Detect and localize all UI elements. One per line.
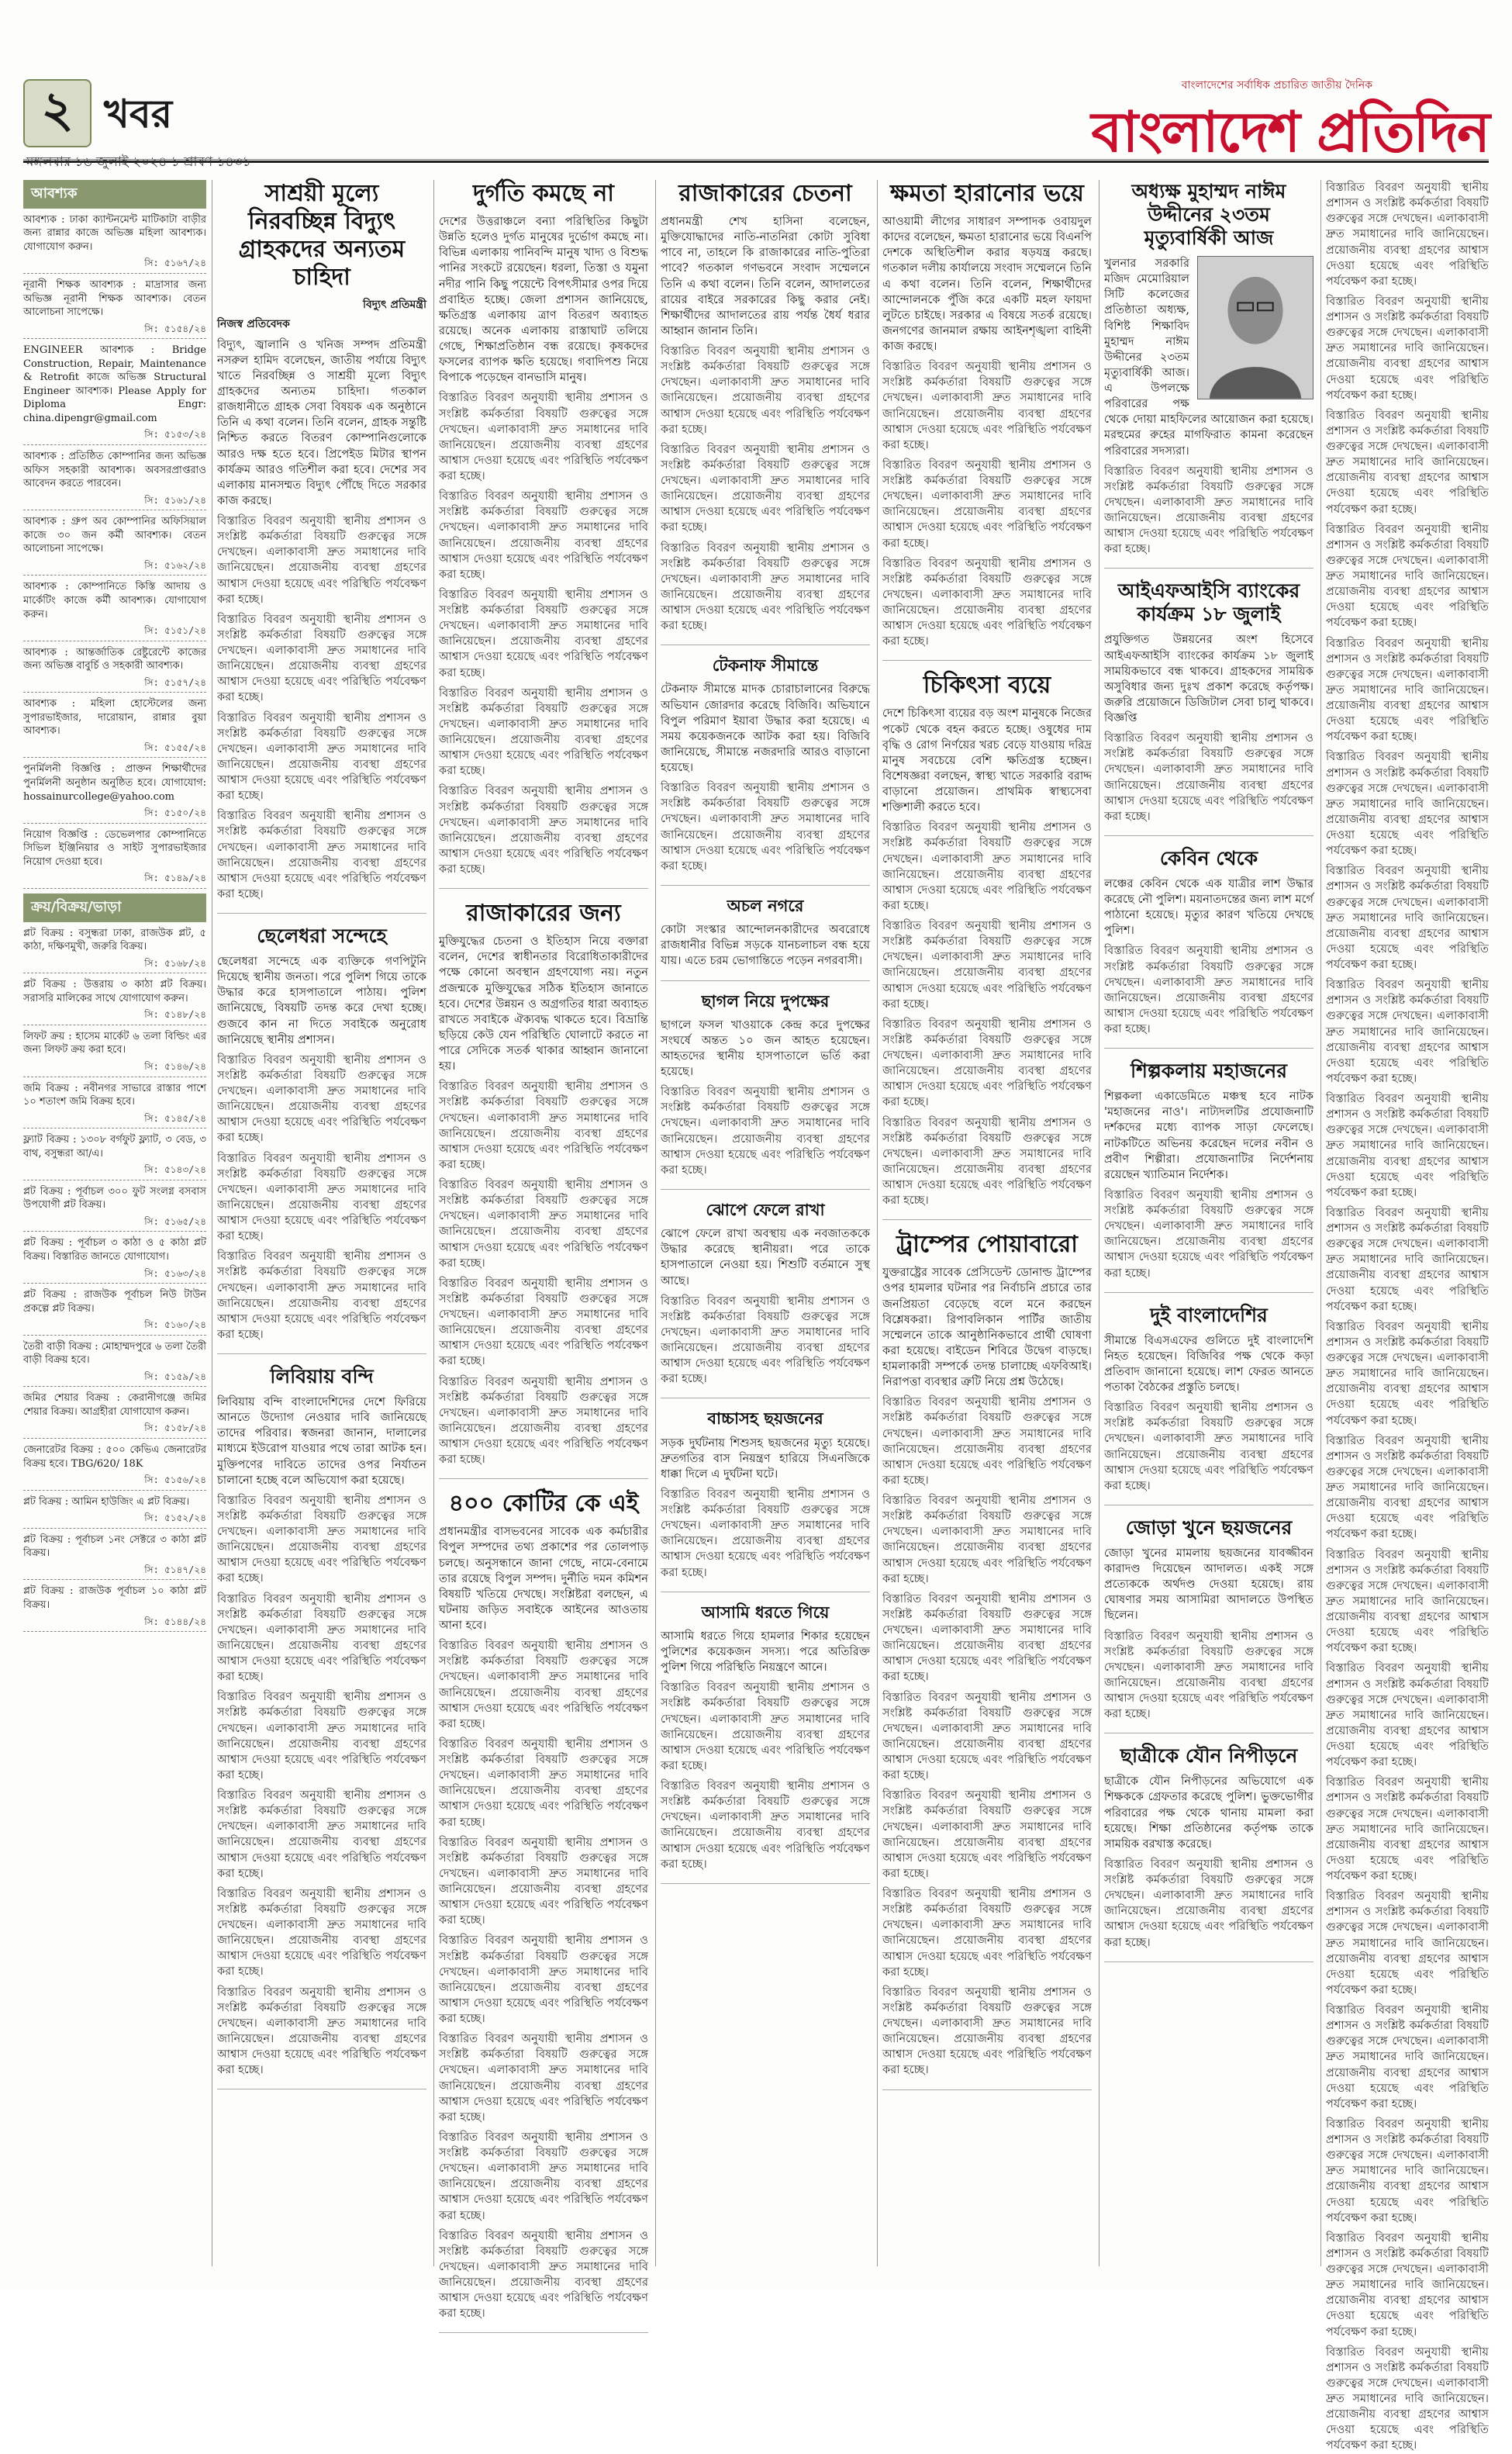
masthead: [23, 71, 1489, 170]
article-body: বিস্তারিত বিবরণ অনুযায়ী স্থানীয় প্রশাসন ও সংশ্লিষ্ট কর্মকর্তারা বিষয়টি গুরুত্বের সঙ্গে দেখছেন। এলাকাবাসী দ্রুত সমাধানের দাবি জানিয়েছেন। প্রয়োজনীয় ব্যবস্থা গ্রহণের আশ্বাস দেওয়া হয়েছে এবং পরিস্থিতি পর্যবেক্ষণ করা হচ্ছে।: [882, 1789, 1092, 1880]
classified-ad-text: প্লট বিক্রয় : রাজউক পূর্বাচল ১০ কাঠা প্লট বিক্রয়।: [23, 1585, 206, 1611]
brand-tagline: বাংলাদেশের সর্বাধিক প্রচারিত জাতীয় দৈনিক: [1181, 79, 1372, 92]
article-headline: বাচ্চাসহ ছয়জনের: [707, 1409, 823, 1429]
classified-ad-code: সি: ৫১৪৩/২৪: [23, 1163, 206, 1180]
article-body: খুলনার সরকারি মজিদ মেমোরিয়াল সিটি কলেজের প্রতিষ্ঠাতা অধ্যক্ষ, বিশিষ্ট শিক্ষাবিদ মুহাম্মদ নাঈম উদ্দীনের ২৩তম মৃত্যুবার্ষিকী আজ। এ উপলক্ষে পরিবারের পক্ষ থেকে দোয়া মাহফিলের আয়োজন করা হয়েছে। মরহুমের রুহের মাগফিরাত কামনা করেছেন পরিবারের সদস্যরা।: [1104, 257, 1314, 458]
article-body: বিস্তারিত বিবরণ অনুযায়ী স্থানীয় প্রশাসন ও সংশ্লিষ্ট কর্মকর্তারা বিষয়টি গুরুত্বের সঙ্গে দেখছেন। এলাকাবাসী দ্রুত সমাধানের দাবি জানিয়েছেন। প্রয়োজনীয় ব্যবস্থা গ্রহণের আশ্বাস দেওয়া হয়েছে এবং পরিস্থিতি পর্যবেক্ষণ করা হচ্ছে।: [439, 1835, 648, 1927]
article-child-lifter: [217, 925, 426, 1354]
article-body: বিস্তারিত বিবরণ অনুযায়ী স্থানীয় প্রশাসন ও সংশ্লিষ্ট কর্মকর্তারা বিষয়টি গুরুত্বের সঙ্গে দেখছেন। এলাকাবাসী দ্রুত সমাধানের দাবি জানিয়েছেন। প্রয়োজনীয় ব্যবস্থা গ্রহণের আশ্বাস দেওয়া হয়েছে এবং পরিস্থিতি পর্যবেক্ষণ করা হচ্ছে।: [882, 556, 1092, 648]
classified-ad-code: সি: ৫১৬৭/২৪: [23, 257, 206, 274]
classified-ad-code: সি: ৫১৫২/২৪: [23, 1512, 206, 1529]
article-arrest-attack: [661, 1603, 870, 1884]
article-body: ঝোপে ফেলে রাখা অবস্থায় এক নবজাতককে উদ্ধার করেছে স্থানীয়রা। পরে তাকে হাসপাতালে নেওয়া হয়। শিশুটি বর্তমানে সুস্থ আছে।: [661, 1227, 870, 1287]
article-body: বিস্তারিত বিবরণ অনুযায়ী স্থানীয় প্রশাসন ও সংশ্লিষ্ট কর্মকর্তারা বিষয়টি গুরুত্বের সঙ্গে দেখছেন। এলাকাবাসী দ্রুত সমাধানের দাবি জানিয়েছেন। প্রয়োজনীয় ব্যবস্থা গ্রহণের আশ্বাস দেওয়া হয়েছে এবং পরিস্থিতি পর্যবেক্ষণ করা হচ্ছে।: [1104, 1857, 1314, 1949]
article-razakar-spirit: [661, 180, 870, 645]
classified-ad-text: পুনর্মিলনী বিজ্ঞপ্তি : প্রাক্তন শিক্ষার্থীদের পুনর্মিলনী অনুষ্ঠান অনুষ্ঠিত হবে। যোগাযোগ: hossainurcollege@yahoo.com: [23, 763, 206, 803]
article-body: বিস্তারিত বিবরণ অনুযায়ী স্থানীয় প্রশাসন ও সংশ্লিষ্ট কর্মকর্তারা বিষয়টি গুরুত্বের সঙ্গে দেখছেন। এলাকাবাসী দ্রুত সমাধানের দাবি জানিয়েছেন। প্রয়োজনীয় ব্যবস্থা গ্রহণের আশ্বাস দেওয়া হয়েছে এবং পরিস্থিতি পর্যবেক্ষণ করা হচ্ছে।: [217, 1690, 426, 1782]
article-headline: ছেলেধরা সন্দেহে: [257, 925, 387, 947]
classified-ad-code: সি: ৫১৫৫/২৪: [23, 741, 206, 759]
article-body: বিস্তারিত বিবরণ অনুযায়ী স্থানীয় প্রশাসন ও সংশ্লিষ্ট কর্মকর্তারা বিষয়টি গুরুত্বের সঙ্গে দেখছেন। এলাকাবাসী দ্রুত সমাধানের দাবি জানিয়েছেন। প্রয়োজনীয় ব্যবস্থা গ্রহণের আশ্বাস দেওয়া হয়েছে এবং পরিস্থিতি পর্যবেক্ষণ করা হচ্ছে।: [217, 514, 426, 606]
date-line: মঙ্গলবার ১৬ জুলাই ২০২৪ ১ শ্রাবণ ১৪৩১: [26, 154, 251, 170]
classified-ad-code: সি: ৫১৫৭/২৪: [23, 676, 206, 693]
article-body: বিস্তারিত বিবরণ অনুযায়ী স্থানীয় প্রশাসন ও সংশ্লিষ্ট কর্মকর্তারা বিষয়টি গুরুত্বের সঙ্গে দেখছেন। এলাকাবাসী দ্রুত সমাধানের দাবি জানিয়েছেন। প্রয়োজনীয় ব্যবস্থা গ্রহণের আশ্বাস দেওয়া হয়েছে এবং পরিস্থিতি পর্যবেক্ষণ করা হচ্ছে।: [217, 1493, 426, 1585]
article-body: বিস্তারিত বিবরণ অনুযায়ী স্থানীয় প্রশাসন ও সংশ্লিষ্ট কর্মকর্তারা বিষয়টি গুরুত্বের সঙ্গে দেখছেন। এলাকাবাসী দ্রুত সমাধানের দাবি জানিয়েছেন। প্রয়োজনীয় ব্যবস্থা গ্রহণের আশ্বাস দেওয়া হয়েছে এবং পরিস্থিতি পর্যবেক্ষণ করা হচ্ছে।: [1326, 1319, 1489, 1427]
article-libya: [217, 1365, 426, 2089]
article-headline: শিল্পকলায় মহাজনের: [1131, 1059, 1287, 1083]
article-headline: ক্ষমতা হারানোর ভয়ে: [890, 180, 1084, 207]
article-body: বিস্তারিত বিবরণ অনুযায়ী স্থানীয় প্রশাসন ও সংশ্লিষ্ট কর্মকর্তারা বিষয়টি গুরুত্বের সঙ্গে দেখছেন। এলাকাবাসী দ্রুত সমাধানের দাবি জানিয়েছেন। প্রয়োজনীয় ব্যবস্থা গ্রহণের আশ্বাস দেওয়া হয়েছে এবং পরিস্থিতি পর্যবেক্ষণ করা হচ্ছে।: [661, 1487, 870, 1579]
article-body: বিস্তারিত বিবরণ অনুযায়ী স্থানীয় প্রশাসন ও সংশ্লিষ্ট কর্মকর্তারা বিষয়টি গুরুত্বের সঙ্গে দেখছেন। এলাকাবাসী দ্রুত সমাধানের দাবি জানিয়েছেন। প্রয়োজনীয় ব্যবস্থা গ্রহণের আশ্বাস দেওয়া হয়েছে এবং পরিস্থিতি পর্যবেক্ষণ করা হচ্ছে।: [1104, 1401, 1314, 1492]
article-body: জোড়া খুনের মামলায় ছয়জনের যাবজ্জীবন কারাদণ্ড দিয়েছেন আদালত। একই সঙ্গে প্রত্যেককে অর্থদণ্ড দেওয়া হয়েছে। রায় ঘোষণার সময় আসামিরা আদালতে উপস্থিত ছিলেন।: [1104, 1546, 1314, 1623]
article-headline: ছাগল নিয়ে দুপক্ষের: [701, 991, 830, 1011]
article-headline: লিবিয়ায় বন্দি: [270, 1365, 374, 1388]
article-body: বিস্তারিত বিবরণ অনুযায়ী স্থানীয় প্রশাসন ও সংশ্লিষ্ট কর্মকর্তারা বিষয়টি গুরুত্বের সঙ্গে দেখছেন। এলাকাবাসী দ্রুত সমাধানের দাবি জানিয়েছেন। প্রয়োজনীয় ব্যবস্থা গ্রহণের আশ্বাস দেওয়া হয়েছে এবং পরিস্থিতি পর্যবেক্ষণ করা হচ্ছে।: [217, 1985, 426, 2077]
article-body: মুক্তিযুদ্ধের চেতনা ও ইতিহাস নিয়ে বক্তারা বলেন, দেশের স্বাধীনতার বিরোধিতাকারীদের পক্ষে কোনো অবস্থান গ্রহণযোগ্য নয়। নতুন প্রজন্মকে মুক্তিযুদ্ধের সঠিক ইতিহাস জানাতে হবে। দেশের উন্নয়ন ও অগ্রগতির ধারা অব্যাহত রাখতে সবাইকে ঐক্যবদ্ধ থাকতে হবে। বিভ্রান্তি ছড়িয়ে কেউ যেন পরিস্থিতি ঘোলাটে করতে না পারে সেদিকে সতর্ক থাকার আহ্বান জানানো হয়।: [439, 935, 648, 1073]
classifieds-header-jobs: আবশ্যক: [23, 180, 206, 209]
article-ific: [1104, 579, 1314, 836]
article-body: বিস্তারিত বিবরণ অনুযায়ী স্থানীয় প্রশাসন ও সংশ্লিষ্ট কর্মকর্তারা বিষয়টি গুরুত্বের সঙ্গে দেখছেন। এলাকাবাসী দ্রুত সমাধানের দাবি জানিয়েছেন। প্রয়োজনীয় ব্যবস্থা গ্রহণের আশ্বাস দেওয়া হয়েছে এবং পরিস্থিতি পর্যবেক্ষণ করা হচ্ছে।: [439, 1934, 648, 2025]
article-body: বিস্তারিত বিবরণ অনুযায়ী স্থানীয় প্রশাসন ও সংশ্লিষ্ট কর্মকর্তারা বিষয়টি গুরুত্বের সঙ্গে দেখছেন। এলাকাবাসী দ্রুত সমাধানের দাবি জানিয়েছেন। প্রয়োজনীয় ব্যবস্থা গ্রহণের আশ্বাস দেওয়া হয়েছে এবং পরিস্থিতি পর্যবেক্ষণ করা হচ্ছে।: [1104, 731, 1314, 823]
article-body: বিস্তারিত বিবরণ অনুযায়ী স্থানীয় প্রশাসন ও সংশ্লিষ্ট কর্মকর্তারা বিষয়টি গুরুত্বের সঙ্গে দেখছেন। এলাকাবাসী দ্রুত সমাধানের দাবি জানিয়েছেন। প্রয়োজনীয় ব্যবস্থা গ্রহণের আশ্বাস দেওয়া হয়েছে এবং পরিস্থিতি পর্যবেক্ষণ করা হচ্ছে।: [217, 1789, 426, 1880]
article-body: বিস্তারিত বিবরণ অনুযায়ী স্থানীয় প্রশাসন ও সংশ্লিষ্ট কর্মকর্তারা বিষয়টি গুরুত্বের সঙ্গে দেখছেন। এলাকাবাসী দ্রুত সমাধানের দাবি জানিয়েছেন। প্রয়োজনীয় ব্যবস্থা গ্রহণের আশ্বাস দেওয়া হয়েছে এবং পরিস্থিতি পর্যবেক্ষণ করা হচ্ছে।: [1326, 2003, 1489, 2110]
classified-ad-text: ফ্ল্যাট বিক্রয় : ১৩০৮ বর্গফুট ফ্ল্যাট, ৩ বেড, ৩ বাথ, বসুন্ধরা আ/এ।: [23, 1134, 206, 1160]
article-double-murder: [1104, 1516, 1314, 1733]
article-headline: কেবিন থেকে: [1159, 846, 1258, 869]
article-body: বিস্তারিত বিবরণ অনুযায়ী স্থানীয় প্রশাসন ও সংশ্লিষ্ট কর্মকর্তারা বিষয়টি গুরুত্বের সঙ্গে দেখছেন। এলাকাবাসী দ্রুত সমাধানের দাবি জানিয়েছেন। প্রয়োজনীয় ব্যবস্থা গ্রহণের আশ্বাস দেওয়া হয়েছে এবং পরিস্থিতি পর্যবেক্ষণ করা হচ্ছে।: [439, 587, 648, 679]
classified-ad-code: সি: ৫১৬৩/২৪: [23, 1267, 206, 1284]
article-stalled-city: [661, 897, 870, 981]
article-body: কোটা সংস্কার আন্দোলনকারীদের অবরোধে রাজধানীর বিভিন্ন সড়কে যানচলাচল বন্ধ হয়ে যায়। এতে চরম ভোগান্তিতে পড়েন নগরবাসী।: [661, 923, 870, 968]
article-two-bangladeshis: [1104, 1304, 1314, 1505]
classified-ad-text: প্লট বিক্রয় : উত্তরায় ৩ কাঠা প্লট বিক্রয়। সরাসরি মালিকের সাথে যোগাযোগ করুন।: [23, 979, 206, 1004]
article-body: বিস্তারিত বিবরণ অনুযায়ী স্থানীয় প্রশাসন ও সংশ্লিষ্ট কর্মকর্তারা বিষয়টি গুরুত্বের সঙ্গে দেখছেন। এলাকাবাসী দ্রুত সমাধানের দাবি জানিয়েছেন। প্রয়োজনীয় ব্যবস্থা গ্রহণের আশ্বাস দেওয়া হয়েছে এবং পরিস্থিতি পর্যবেক্ষণ করা হচ্ছে।: [439, 1737, 648, 1829]
article-body: যুক্তরাষ্ট্রের সাবেক প্রেসিডেন্ট ডোনাল্ড ট্রাম্পের ওপর হামলার ঘটনার পর নির্বাচনি প্রচারে তার জনপ্রিয়তা বেড়েছে বলে মনে করছেন বিশ্লেষকরা। রিপাবলিকান পার্টির জাতীয় সম্মেলনে তাকে আনুষ্ঠানিকভাবে প্রার্থী ঘোষণা করা হয়েছে। বাইডেন শিবিরে উদ্বেগ বাড়ছে। হামলাকারী সম্পর্কে তদন্ত চালাচ্ছে এফবিআই। নিরাপত্তা ব্যবস্থার ত্রুটি নিয়ে প্রশ্ন উঠেছে।: [882, 1266, 1092, 1389]
article-headline: অচল নগরে: [727, 896, 804, 915]
classified-ad-code: সি: ৫১৪৬/২৪: [23, 1060, 206, 1077]
classified-ad-text: প্লট বিক্রয় : বসুন্ধরা ঢাকা, রাজউক প্লট, ৫ কাঠা, দক্ষিণমুখী, জরুরি বিক্রয়।: [23, 927, 206, 953]
classified-ad-code: সি: ৫১৬৫/২৪: [23, 1215, 206, 1232]
article-body: বিস্তারিত বিবরণ অনুযায়ী স্থানীয় প্রশাসন ও সংশ্লিষ্ট কর্মকর্তারা বিষয়টি গুরুত্বের সঙ্গে দেখছেন। এলাকাবাসী দ্রুত সমাধানের দাবি জানিয়েছেন। প্রয়োজনীয় ব্যবস্থা গ্রহণের আশ্বাস দেওয়া হয়েছে এবং পরিস্থিতি পর্যবেক্ষণ করা হচ্ছে।: [1326, 1661, 1489, 1769]
article-body: বিস্তারিত বিবরণ অনুযায়ী স্থানীয় প্রশাসন ও সংশ্লিষ্ট কর্মকর্তারা বিষয়টি গুরুত্বের সঙ্গে দেখছেন। এলাকাবাসী দ্রুত সমাধানের দাবি জানিয়েছেন। প্রয়োজনীয় ব্যবস্থা গ্রহণের আশ্বাস দেওয়া হয়েছে এবং পরিস্থিতি পর্যবেক্ষণ করা হচ্ছে।: [217, 1249, 426, 1341]
article-body: বিস্তারিত বিবরণ অনুযায়ী স্থানীয় প্রশাসন ও সংশ্লিষ্ট কর্মকর্তারা বিষয়টি গুরুত্বের সঙ্গে দেখছেন। এলাকাবাসী দ্রুত সমাধানের দাবি জানিয়েছেন। প্রয়োজনীয় ব্যবস্থা গ্রহণের আশ্বাস দেওয়া হয়েছে এবং পরিস্থিতি পর্যবেক্ষণ করা হচ্ছে।: [882, 821, 1092, 912]
classified-ad-text: প্লট বিক্রয় : পূর্বাচল ৩ কাঠা ও ৫ কাঠা প্লট বিক্রয়। বিস্তারিত জানতে যোগাযোগ।: [23, 1237, 206, 1263]
article-body: বিস্তারিত বিবরণ অনুযায়ী স্থানীয় প্রশাসন ও সংশ্লিষ্ট কর্মকর্তারা বিষয়টি গুরুত্বের সঙ্গে দেখছেন। এলাকাবাসী দ্রুত সমাধানের দাবি জানিয়েছেন। প্রয়োজনীয় ব্যবস্থা গ্রহণের আশ্বাস দেওয়া হয়েছে এবং পরিস্থিতি পর্যবেক্ষণ করা হচ্ছে।: [1326, 1205, 1489, 1313]
article-electricity: [217, 180, 426, 914]
article-teknaf: [661, 656, 870, 886]
article-body: বিস্তারিত বিবরণ অনুযায়ী স্থানীয় প্রশাসন ও সংশ্লিষ্ট কর্মকর্তারা বিষয়টি গুরুত্বের সঙ্গে দেখছেন। এলাকাবাসী দ্রুত সমাধানের দাবি জানিয়েছেন। প্রয়োজনীয় ব্যবস্থা গ্রহণের আশ্বাস দেওয়া হয়েছে এবং পরিস্থিতি পর্যবেক্ষণ করা হচ্ছে।: [661, 442, 870, 534]
article-body: বিস্তারিত বিবরণ অনুযায়ী স্থানীয় প্রশাসন ও সংশ্লিষ্ট কর্মকর্তারা বিষয়টি গুরুত্বের সঙ্গে দেখছেন। এলাকাবাসী দ্রুত সমাধানের দাবি জানিয়েছেন। প্রয়োজনীয় ব্যবস্থা গ্রহণের আশ্বাস দেওয়া হয়েছে এবং পরিস্থিতি পর্যবেক্ষণ করা হচ্ছে।: [1326, 750, 1489, 858]
article-body: সীমান্তে বিএসএফের গুলিতে দুই বাংলাদেশি নিহত হয়েছেন। বিজিবির পক্ষ থেকে কড়া প্রতিবাদ জানানো হয়েছে। লাশ ফেরত আনতে পতাকা বৈঠকের প্রস্তুতি চলছে।: [1104, 1333, 1314, 1394]
article-body: লঞ্চের কেবিন থেকে এক যাত্রীর লাশ উদ্ধার করেছে নৌ পুলিশ। ময়নাতদন্তের জন্য লাশ মর্গে পাঠানো হয়েছে। মৃত্যুর কারণ খতিয়ে দেখছে পুলিশ।: [1104, 876, 1314, 938]
article-body: বিস্তারিত বিবরণ অনুযায়ী স্থানীয় প্রশাসন ও সংশ্লিষ্ট কর্মকর্তারা বিষয়টি গুরুত্বের সঙ্গে দেখছেন। এলাকাবাসী দ্রুত সমাধানের দাবি জানিয়েছেন। প্রয়োজনীয় ব্যবস্থা গ্রহণের আশ্বাস দেওয়া হয়েছে এবং পরিস্থিতি পর্যবেক্ষণ করা হচ্ছে।: [882, 1395, 1092, 1487]
classified-ad-text: নিয়োগ বিজ্ঞপ্তি : ডেভেলপার কোম্পানিতে সিভিল ইঞ্জিনিয়ার ও সাইট সুপারভাইজার নিয়োগ দেওয়া হবে।: [23, 828, 206, 868]
masthead-rule: [23, 159, 1489, 160]
classified-ad-code: সি: ৫১৬২/২৪: [23, 559, 206, 576]
column-b: [439, 180, 648, 2321]
classified-ad-text: আবশ্যক : আন্তর্জাতিক রেষ্টুরেন্টে কাজের জন্য অভিজ্ঞ বাবুর্চি ও সহকারী আবশ্যক।: [23, 646, 206, 672]
article-body: বিস্তারিত বিবরণ অনুযায়ী স্থানীয় প্রশাসন ও সংশ্লিষ্ট কর্মকর্তারা বিষয়টি গুরুত্বের সঙ্গে দেখছেন। এলাকাবাসী দ্রুত সমাধানের দাবি জানিয়েছেন। প্রয়োজনীয় ব্যবস্থা গ্রহণের আশ্বাস দেওয়া হয়েছে এবং পরিস্থিতি পর্যবেক্ষণ করা হচ্ছে।: [882, 360, 1092, 451]
article-body: ছেলেধরা সন্দেহে এক ব্যক্তিকে গণপিটুনি দিয়েছে স্থানীয় জনতা। পরে পুলিশ গিয়ে তাকে উদ্ধার করে হাসপাতালে পাঠায়। পুলিশ জানিয়েছে, বিষয়টি তদন্ত করে দেখা হচ্ছে। গুজবে কান না দিতে সবাইকে অনুরোধ জানিয়েছে স্থানীয় প্রশাসন।: [217, 955, 426, 1046]
column-rule: [433, 180, 434, 2266]
article-body: বিস্তারিত বিবরণ অনুযায়ী স্থানীয় প্রশাসন ও সংশ্লিষ্ট কর্মকর্তারা বিষয়টি গুরুত্বের সঙ্গে দেখছেন। এলাকাবাসী দ্রুত সমাধানের দাবি জানিয়েছেন। প্রয়োজনীয় ব্যবস্থা গ্রহণের আশ্বাস দেওয়া হয়েছে এবং পরিস্থিতি পর্যবেক্ষণ করা হচ্ছে।: [882, 458, 1092, 550]
article-body: বিস্তারিত বিবরণ অনুযায়ী স্থানীয় প্রশাসন ও সংশ্লিষ্ট কর্মকর্তারা বিষয়টি গুরুত্বের সঙ্গে দেখছেন। এলাকাবাসী দ্রুত সমাধানের দাবি জানিয়েছেন। প্রয়োজনীয় ব্যবস্থা গ্রহণের আশ্বাস দেওয়া হয়েছে এবং পরিস্থিতি পর্যবেক্ষণ করা হচ্ছে।: [217, 1886, 426, 1979]
article-body: বিস্তারিত বিবরণ অনুযায়ী স্থানীয় প্রশাসন ও সংশ্লিষ্ট কর্মকর্তারা বিষয়টি গুরুত্বের সঙ্গে দেখছেন। এলাকাবাসী দ্রুত সমাধানের দাবি জানিয়েছেন। প্রয়োজনীয় ব্যবস্থা গ্রহণের আশ্বাস দেওয়া হয়েছে এবং পরিস্থিতি পর্যবেক্ষণ করা হচ্ছে।: [882, 1115, 1092, 1208]
classified-ad-text: জমির শেয়ার বিক্রয় : কেরানীগঞ্জে জমির শেয়ার বিক্রয়। আগ্রহীরা যোগাযোগ করুন।: [23, 1392, 206, 1418]
article-body: বিস্তারিত বিবরণ অনুযায়ী স্থানীয় প্রশাসন ও সংশ্লিষ্ট কর্মকর্তারা বিষয়টি গুরুত্বের সঙ্গে দেখছেন। এলাকাবাসী দ্রুত সমাধানের দাবি জানিয়েছেন। প্রয়োজনীয় ব্যবস্থা গ্রহণের আশ্বাস দেওয়া হয়েছে এবং পরিস্থিতি পর্যবেক্ষণ করা হচ্ছে।: [661, 541, 870, 633]
article-body: বিস্তারিত বিবরণ অনুযায়ী স্থানীয় প্রশাসন ও সংশ্লিষ্ট কর্মকর্তারা বিষয়টি গুরুত্বের সঙ্গে দেখছেন। এলাকাবাসী দ্রুত সমাধানের দাবি জানিয়েছেন। প্রয়োজনীয় ব্যবস্থা গ্রহণের আশ্বাস দেওয়া হয়েছে এবং পরিস্থিতি পর্যবেক্ষণ করা হচ্ছে।: [217, 809, 426, 900]
classified-ad-code: সি: ৫১৬১/২৪: [23, 494, 206, 511]
column-c: [661, 180, 870, 2266]
article-body: বিস্তারিত বিবরণ অনুযায়ী স্থানীয় প্রশাসন ও সংশ্লিষ্ট কর্মকর্তারা বিষয়টি গুরুত্বের সঙ্গে দেখছেন। এলাকাবাসী দ্রুত সমাধানের দাবি জানিয়েছেন। প্রয়োজনীয় ব্যবস্থা গ্রহণের আশ্বাস দেওয়া হয়েছে এবং পরিস্থিতি পর্যবেক্ষণ করা হচ্ছে।: [661, 1294, 870, 1386]
column-f: [1326, 180, 1489, 2452]
article-body: বিস্তারিত বিবরণ অনুযায়ী স্থানীয় প্রশাসন ও সংশ্লিষ্ট কর্মকর্তারা বিষয়টি গুরুত্বের সঙ্গে দেখছেন। এলাকাবাসী দ্রুত সমাধানের দাবি জানিয়েছেন। প্রয়োজনীয় ব্যবস্থা গ্রহণের আশ্বাস দেওয়া হয়েছে এবং পরিস্থিতি পর্যবেক্ষণ করা হচ্ছে।: [1326, 978, 1489, 1085]
article-body: প্রধানমন্ত্রী শেখ হাসিনা বলেছেন, মুক্তিযোদ্ধাদের নাতি-নাতনিরা কোটা সুবিধা পাবে না, তাহলে কি রাজাকারের নাতি-পুতিরা পাবে? গতকাল গণভবনে সংবাদ সম্মেলনে তিনি এ কথা বলেন। তিনি বলেন, আদালতের রায়ের বাইরে সরকারের কিছু করার নেই। শিক্ষার্থীদের আদালতের রায় পর্যন্ত ধৈর্য ধরার আহ্বান জানান তিনি।: [661, 215, 870, 337]
article-body: বিস্তারিত বিবরণ অনুযায়ী স্থানীয় প্রশাসন ও সংশ্লিষ্ট কর্মকর্তারা বিষয়টি গুরুত্বের সঙ্গে দেখছেন। এলাকাবাসী দ্রুত সমাধানের দাবি জানিয়েছেন। প্রয়োজনীয় ব্যবস্থা গ্রহণের আশ্বাস দেওয়া হয়েছে এবং পরিস্থিতি পর্যবেক্ষণ করা হচ্ছে।: [1326, 2231, 1489, 2338]
article-body: বিস্তারিত বিবরণ অনুযায়ী স্থানীয় প্রশাসন ও সংশ্লিষ্ট কর্মকর্তারা বিষয়টি গুরুত্বের সঙ্গে দেখছেন। এলাকাবাসী দ্রুত সমাধানের দাবি জানিয়েছেন। প্রয়োজনীয় ব্যবস্থা গ্রহণের আশ্বাস দেওয়া হয়েছে এবং পরিস্থিতি পর্যবেক্ষণ করা হচ্ছে।: [1104, 464, 1314, 556]
article-body: বিস্তারিত বিবরণ অনুযায়ী স্থানীয় প্রশাসন ও সংশ্লিষ্ট কর্মকর্তারা বিষয়টি গুরুত্বের সঙ্গে দেখছেন। এলাকাবাসী দ্রুত সমাধানের দাবি জানিয়েছেন। প্রয়োজনীয় ব্যবস্থা গ্রহণের আশ্বাস দেওয়া হয়েছে এবং পরিস্থিতি পর্যবেক্ষণ করা হচ্ছে।: [1326, 2117, 1489, 2224]
article-flood: [439, 180, 648, 889]
article-body: বিস্তারিত বিবরণ অনুযায়ী স্থানীয় প্রশাসন ও সংশ্লিষ্ট কর্মকর্তারা বিষয়টি গুরুত্বের সঙ্গে দেখছেন। এলাকাবাসী দ্রুত সমাধানের দাবি জানিয়েছেন। প্রয়োজনীয় ব্যবস্থা গ্রহণের আশ্বাস দেওয়া হয়েছে এবং পরিস্থিতি পর্যবেক্ষণ করা হচ্ছে।: [1326, 1433, 1489, 1541]
section-label: খবর: [104, 92, 173, 137]
article-body: বিস্তারিত বিবরণ অনুযায়ী স্থানীয় প্রশাসন ও সংশ্লিষ্ট কর্মকর্তারা বিষয়টি গুরুত্বের সঙ্গে দেখছেন। এলাকাবাসী দ্রুত সমাধানের দাবি জানিয়েছেন। প্রয়োজনীয় ব্যবস্থা গ্রহণের আশ্বাস দেওয়া হয়েছে এবং পরিস্থিতি পর্যবেক্ষণ করা হচ্ছে।: [1326, 1889, 1489, 1996]
classified-ad-text: লিফট ক্রয় : হাসেম মার্কেট ৬ তলা বিল্ডিং এর জন্য লিফট ক্রয় করা হবে।: [23, 1030, 206, 1056]
classified-ad-code: সি: ৫১৪৯/২৪: [23, 872, 206, 889]
article-body: বিস্তারিত বিবরণ অনুযায়ী স্থানীয় প্রশাসন ও সংশ্লিষ্ট কর্মকর্তারা বিষয়টি গুরুত্বের সঙ্গে দেখছেন। এলাকাবাসী দ্রুত সমাধানের দাবি জানিয়েছেন। প্রয়োজনীয় ব্যবস্থা গ্রহণের আশ্বাস দেওয়া হয়েছে এবং পরিস্থিতি পর্যবেক্ষণ করা হচ্ছে।: [439, 1178, 648, 1270]
article-headline: দুর্গতি কমছে না: [473, 180, 614, 207]
article-body: বিস্তারিত বিবরণ অনুযায়ী স্থানীয় প্রশাসন ও সংশ্লিষ্ট কর্মকর্তারা বিষয়টি গুরুত্বের সঙ্গে দেখছেন। এলাকাবাসী দ্রুত সমাধানের দাবি জানিয়েছেন। প্রয়োজনীয় ব্যবস্থা গ্রহণের আশ্বাস দেওয়া হয়েছে এবং পরিস্থিতি পর্যবেক্ষণ করা হচ্ছে।: [439, 489, 648, 581]
article-body: বিস্তারিত বিবরণ অনুযায়ী স্থানীয় প্রশাসন ও সংশ্লিষ্ট কর্মকর্তারা বিষয়টি গুরুত্বের সঙ্গে দেখছেন। এলাকাবাসী দ্রুত সমাধানের দাবি জানিয়েছেন। প্রয়োজনীয় ব্যবস্থা গ্রহণের আশ্বাস দেওয়া হয়েছে এবং পরিস্থিতি পর্যবেক্ষণ করা হচ্ছে।: [661, 1681, 870, 1772]
article-shilpakala: [1104, 1059, 1314, 1293]
article-body: বিস্তারিত বিবরণ অনুযায়ী স্থানীয় প্রশাসন ও সংশ্লিষ্ট কর্মকর্তারা বিষয়টি গুরুত্বের সঙ্গে দেখছেন। এলাকাবাসী দ্রুত সমাধানের দাবি জানিয়েছেন। প্রয়োজনীয় ব্যবস্থা গ্রহণের আশ্বাস দেওয়া হয়েছে এবং পরিস্থিতি পর্যবেক্ষণ করা হচ্ছে।: [439, 784, 648, 876]
classified-ad-text: জেনারেটর বিক্রয় : ৫০০ কেভিএ জেনারেটর বিক্রয় হবে। TBG/620/ 18K: [23, 1444, 206, 1470]
article-body: দেশে চিকিৎসা ব্যয়ের বড় অংশ মানুষকে নিজের পকেট থেকে বহন করতে হচ্ছে। ওষুধের দাম বৃদ্ধি ও রোগ নির্ণয়ের খরচ বেড়ে যাওয়ায় দরিদ্র মানুষ সবচেয়ে বেশি ক্ষতিগ্রস্ত হচ্ছেন। বিশেষজ্ঞরা বলছেন, স্বাস্থ্য খাতে সরকারি বরাদ্দ বাড়ানো প্রয়োজন। প্রাথমিক স্বাস্থ্যসেবা শক্তিশালী করতে হবে।: [882, 707, 1092, 814]
article-headline: ৪০০ কোটির কে এই: [448, 1490, 639, 1518]
article-body: বিস্তারিত বিবরণ অনুযায়ী স্থানীয় প্রশাসন ও সংশ্লিষ্ট কর্মকর্তারা বিষয়টি গুরুত্বের সঙ্গে দেখছেন। এলাকাবাসী দ্রুত সমাধানের দাবি জানিয়েছেন। প্রয়োজনীয় ব্যবস্থা গ্রহণের আশ্বাস দেওয়া হয়েছে এবং পরিস্থিতি পর্যবেক্ষণ করা হচ্ছে।: [439, 1080, 648, 1171]
classified-ad-code: সি: ৫১৬০/২৪: [23, 1319, 206, 1336]
article-body: বিস্তারিত বিবরণ অনুযায়ী স্থানীয় প্রশাসন ও সংশ্লিষ্ট কর্মকর্তারা বিষয়টি গুরুত্বের সঙ্গে দেখছেন। এলাকাবাসী দ্রুত সমাধানের দাবি জানিয়েছেন। প্রয়োজনীয় ব্যবস্থা গ্রহণের আশ্বাস দেওয়া হয়েছে এবং পরিস্থিতি পর্যবেক্ষণ করা হচ্ছে।: [882, 919, 1092, 1011]
article-body: বিস্তারিত বিবরণ অনুযায়ী স্থানীয় প্রশাসন ও সংশ্লিষ্ট কর্মকর্তারা বিষয়টি গুরুত্বের সঙ্গে দেখছেন। এলাকাবাসী দ্রুত সমাধানের দাবি জানিয়েছেন। প্রয়োজনীয় ব্যবস্থা গ্রহণের আশ্বাস দেওয়া হয়েছে এবং পরিস্থিতি পর্যবেক্ষণ করা হচ্ছে।: [439, 2032, 648, 2124]
article-body: বিস্তারিত বিবরণ অনুযায়ী স্থানীয় প্রশাসন ও সংশ্লিষ্ট কর্মকর্তারা বিষয়টি গুরুত্বের সঙ্গে দেখছেন। এলাকাবাসী দ্রুত সমাধানের দাবি জানিয়েছেন। প্রয়োজনীয় ব্যবস্থা গ্রহণের আশ্বাস দেওয়া হয়েছে এবং পরিস্থিতি পর্যবেক্ষণ করা হচ্ছে।: [1326, 1547, 1489, 1655]
article-headline: দুই বাংলাদেশির: [1150, 1303, 1268, 1326]
classified-ad-code: সি: ৫১৪৪/২৪: [23, 1616, 206, 1633]
classified-ad-text: ENGINEER আবশ্যক : Bridge Construction, Repair, Maintenance & Retrofit কাজে অভিজ্ঞ Structural Engineer আবশ্যক। Please Apply for Diploma Engr: china.dipengr@gmail.com: [23, 344, 206, 424]
classified-ad-code: সি: ৫১৫০/২৪: [23, 807, 206, 824]
article-body: বিস্তারিত বিবরণ অনুযায়ী স্থানীয় প্রশাসন ও সংশ্লিষ্ট কর্মকর্তারা বিষয়টি গুরুত্বের সঙ্গে দেখছেন। এলাকাবাসী দ্রুত সমাধানের দাবি জানিয়েছেন। প্রয়োজনীয় ব্যবস্থা গ্রহণের আশ্বাস দেওয়া হয়েছে এবং পরিস্থিতি পর্যবেক্ষণ করা হচ্ছে।: [661, 1779, 870, 1871]
classified-ad-text: প্লট বিক্রয় : পূর্বাচল ১নং সেক্টরে ৩ কাঠা প্লট বিক্রয়।: [23, 1533, 206, 1560]
article-body: বিস্তারিত বিবরণ অনুযায়ী স্থানীয় প্রশাসন ও সংশ্লিষ্ট কর্মকর্তারা বিষয়টি গুরুত্বের সঙ্গে দেখছেন। এলাকাবাসী দ্রুত সমাধানের দাবি জানিয়েছেন। প্রয়োজনীয় ব্যবস্থা গ্রহণের আশ্বাস দেওয়া হয়েছে এবং পরিস্থিতি পর্যবেক্ষণ করা হচ্ছে।: [882, 1985, 1092, 2077]
classified-ad-code: সি: ৫১৪৮/২৪: [23, 1008, 206, 1025]
article-body: ছাত্রীকে যৌন নিপীড়নের অভিযোগে এক শিক্ষককে গ্রেফতার করেছে পুলিশ। ভুক্তভোগীর পরিবারের পক্ষ থেকে থানায় মামলা করা হয়েছে। শিক্ষা প্রতিষ্ঠানের কর্তৃপক্ষ তাকে সাময়িক বরখাস্ত করেছে।: [1104, 1775, 1314, 1851]
article-byline: নিজস্ব প্রতিবেদক: [217, 318, 290, 331]
article-body: বিস্তারিত বিবরণ অনুযায়ী স্থানীয় প্রশাসন ও সংশ্লিষ্ট কর্মকর্তারা বিষয়টি গুরুত্বের সঙ্গে দেখছেন। এলাকাবাসী দ্রুত সমাধানের দাবি জানিয়েছেন। প্রয়োজনীয় ব্যবস্থা গ্রহণের আশ্বাস দেওয়া হয়েছে এবং পরিস্থিতি পর্যবেক্ষণ করা হচ্ছে।: [1326, 864, 1489, 971]
article-body: বিস্তারিত বিবরণ অনুযায়ী স্থানীয় প্রশাসন ও সংশ্লিষ্ট কর্মকর্তারা বিষয়টি গুরুত্বের সঙ্গে দেখছেন। এলাকাবাসী দ্রুত সমাধানের দাবি জানিয়েছেন। প্রয়োজনীয় ব্যবস্থা গ্রহণের আশ্বাস দেওয়া হয়েছে এবং পরিস্থিতি পর্যবেক্ষণ করা হচ্ছে।: [439, 2228, 648, 2321]
article-body: বিস্তারিত বিবরণ অনুযায়ী স্থানীয় প্রশাসন ও সংশ্লিষ্ট কর্মকর্তারা বিষয়টি গুরুত্বের সঙ্গে দেখছেন। এলাকাবাসী দ্রুত সমাধানের দাবি জানিয়েছেন। প্রয়োজনীয় ব্যবস্থা গ্রহণের আশ্বাস দেওয়া হয়েছে এবং পরিস্থিতি পর্যবেক্ষণ করা হচ্ছে।: [1326, 522, 1489, 630]
article-body: বিস্তারিত বিবরণ অনুযায়ী স্থানীয় প্রশাসন ও সংশ্লিষ্ট কর্মকর্তারা বিষয়টি গুরুত্বের সঙ্গে দেখছেন। এলাকাবাসী দ্রুত সমাধানের দাবি জানিয়েছেন। প্রয়োজনীয় ব্যবস্থা গ্রহণের আশ্বাস দেওয়া হয়েছে এবং পরিস্থিতি পর্যবেক্ষণ করা হচ্ছে।: [1326, 408, 1489, 516]
article-razakar: [439, 900, 648, 1479]
article-body: শিল্পকলা একাডেমিতে মঞ্চস্থ হবে নাটক 'মহাজনের নাও'। নাট্যদলটির প্রযোজনাটি দর্শকদের মধ্যে ব্যাপক সাড়া ফেলেছে। নাটকটিতে অভিনয় করেছেন দলের নবীন ও প্রবীণ শিল্পীরা। প্রযোজনাটির নির্দেশনায় রয়েছেন খ্যাতিমান নির্দেশক।: [1104, 1090, 1314, 1181]
article-body: বিস্তারিত বিবরণ অনুযায়ী স্থানীয় প্রশাসন ও সংশ্লিষ্ট কর্মকর্তারা বিষয়টি গুরুত্বের সঙ্গে দেখছেন। এলাকাবাসী দ্রুত সমাধানের দাবি জানিয়েছেন। প্রয়োজনীয় ব্যবস্থা গ্রহণের আশ্বাস দেওয়া হয়েছে এবং পরিস্থিতি পর্যবেক্ষণ করা হচ্ছে।: [1326, 1775, 1489, 1882]
article-body: বিস্তারিত বিবরণ অনুযায়ী স্থানীয় প্রশাসন ও সংশ্লিষ্ট কর্মকর্তারা বিষয়টি গুরুত্বের সঙ্গে দেখছেন। এলাকাবাসী দ্রুত সমাধানের দাবি জানিয়েছেন। প্রয়োজনীয় ব্যবস্থা গ্রহণের আশ্বাস দেওয়া হয়েছে এবং পরিস্থিতি পর্যবেক্ষণ করা হচ্ছে।: [439, 1374, 648, 1467]
article-subhead: বিদ্যুৎ প্রতিমন্ত্রী: [362, 299, 426, 311]
article-body: বিস্তারিত বিবরণ অনুযায়ী স্থানীয় প্রশাসন ও সংশ্লিষ্ট কর্মকর্তারা বিষয়টি গুরুত্বের সঙ্গে দেখছেন। এলাকাবাসী দ্রুত সমাধানের দাবি জানিয়েছেন। প্রয়োজনীয় ব্যবস্থা গ্রহণের আশ্বাস দেওয়া হয়েছে এবং পরিস্থিতি পর্যবেক্ষণ করা হচ্ছে।: [661, 781, 870, 873]
article-cabin: [1104, 847, 1314, 1049]
classified-ad-text: তৈরী বাড়ী বিক্রয় : মোহাম্মদপুরে ৬ তলা তৈরী বাড়ী বিক্রয় হবে।: [23, 1340, 206, 1367]
article-six-dead: [661, 1409, 870, 1592]
article-body: বিস্তারিত বিবরণ অনুযায়ী স্থানীয় প্রশাসন ও সংশ্লিষ্ট কর্মকর্তারা বিষয়টি গুরুত্বের সঙ্গে দেখছেন। এলাকাবাসী দ্রুত সমাধানের দাবি জানিয়েছেন। প্রয়োজনীয় ব্যবস্থা গ্রহণের আশ্বাস দেওয়া হয়েছে এবং পরিস্থিতি পর্যবেক্ষণ করা হচ্ছে।: [661, 1085, 870, 1177]
article-headline: ট্রাম্পের পোয়াবারো: [896, 1231, 1079, 1259]
column-e: [1104, 180, 1314, 2266]
article-headline: চিকিৎসা ব্যয়ে: [923, 672, 1051, 700]
article-student-harassment: [1104, 1744, 1314, 1961]
page-number: ২: [23, 79, 91, 147]
article-body: বিস্তারিত বিবরণ অনুযায়ী স্থানীয় প্রশাসন ও সংশ্লিষ্ট কর্মকর্তারা বিষয়টি গুরুত্বের সঙ্গে দেখছেন। এলাকাবাসী দ্রুত সমাধানের দাবি জানিয়েছেন। প্রয়োজনীয় ব্যবস্থা গ্রহণের আশ্বাস দেওয়া হয়েছে এবং পরিস্থিতি পর্যবেক্ষণ করা হচ্ছে।: [1326, 636, 1489, 744]
article-headline: রাজাকারের জন্য: [466, 900, 621, 928]
article-headline: আইএফআইসি ব্যাংকের কার্যক্রম ১৮ জুলাই: [1117, 579, 1300, 626]
article-body: প্রধানমন্ত্রীর বাসভবনের সাবেক এক কর্মচারীর বিপুল সম্পদের তথ্য প্রকাশের পর তোলপাড় চলছে। অনুসন্ধানে জানা গেছে, নামে-বেনামে তার রয়েছে বিপুল সম্পদ। দুর্নীতি দমন কমিশন বিষয়টি খতিয়ে দেখছে। সংশ্লিষ্টরা বলছেন, এ ঘটনায় জড়িত সবাইকে আইনের আওতায় আনা হবে।: [439, 1525, 648, 1632]
article-body: বিস্তারিত বিবরণ অনুযায়ী স্থানীয় প্রশাসন ও সংশ্লিষ্ট কর্মকর্তারা বিষয়টি গুরুত্বের সঙ্গে দেখছেন। এলাকাবাসী দ্রুত সমাধানের দাবি জানিয়েছেন। প্রয়োজনীয় ব্যবস্থা গ্রহণের আশ্বাস দেওয়া হয়েছে এবং পরিস্থিতি পর্যবেক্ষণ করা হচ্ছে।: [1326, 1092, 1489, 1199]
article-body: বিস্তারিত বিবরণ অনুযায়ী স্থানীয় প্রশাসন ও সংশ্লিষ্ট কর্মকর্তারা বিষয়টি গুরুত্বের সঙ্গে দেখছেন। এলাকাবাসী দ্রুত সমাধানের দাবি জানিয়েছেন। প্রয়োজনীয় ব্যবস্থা গ্রহণের আশ্বাস দেওয়া হয়েছে এবং পরিস্থিতি পর্যবেক্ষণ করা হচ্ছে।: [661, 344, 870, 436]
article-body: দেশের উত্তরাঞ্চলে বন্যা পরিস্থিতির কিছুটা উন্নতি হলেও দুর্গত মানুষের দুর্ভোগ কমছে না। বিভিন্ন এলাকায় পানিবন্দি মানুষ খাদ্য ও বিশুদ্ধ পানির সংকটে রয়েছেন। ধরলা, তিস্তা ও যমুনা নদীর পানি কিছু পয়েন্টে বিপৎসীমার ওপর দিয়ে প্রবাহিত হচ্ছে। জেলা প্রশাসন জানিয়েছে, ক্ষতিগ্রস্ত এলাকায় ত্রাণ বিতরণ অব্যাহত রয়েছে। অনেক এলাকায় রাস্তাঘাট তলিয়ে গেছে, শিক্ষাপ্রতিষ্ঠান বন্ধ রয়েছে। কৃষকদের ফসলের ব্যাপক ক্ষতি হয়েছে। গবাদিপশু নিয়ে বিপাকে পড়েছেন বানভাসি মানুষ।: [439, 215, 648, 385]
classified-ad-code: সি: ৫১৫৪/২৪: [23, 323, 206, 340]
column-rule: [877, 180, 878, 2266]
article-body: বিস্তারিত বিবরণ অনুযায়ী স্থানীয় প্রশাসন ও সংশ্লিষ্ট কর্মকর্তারা বিষয়টি গুরুত্বের সঙ্গে দেখছেন। এলাকাবাসী দ্রুত সমাধানের দাবি জানিয়েছেন। প্রয়োজনীয় ব্যবস্থা গ্রহণের আশ্বাস দেওয়া হয়েছে এবং পরিস্থিতি পর্যবেক্ষণ করা হচ্ছে।: [882, 1017, 1092, 1109]
classifieds-header-sale: ক্রয়/বিক্রয়/ভাড়া: [23, 893, 206, 922]
article-health-cost: [882, 672, 1092, 1220]
article-body: বিস্তারিত বিবরণ অনুযায়ী স্থানীয় প্রশাসন ও সংশ্লিষ্ট কর্মকর্তারা বিষয়টি গুরুত্বের সঙ্গে দেখছেন। এলাকাবাসী দ্রুত সমাধানের দাবি জানিয়েছেন। প্রয়োজনীয় ব্যবস্থা গ্রহণের আশ্বাস দেওয়া হয়েছে এবং পরিস্থিতি পর্যবেক্ষণ করা হচ্ছে।: [1326, 181, 1489, 288]
article-body: আওয়ামী লীগের সাধারণ সম্পাদক ওবায়দুল কাদের বলেছেন, ক্ষমতা হারানোর ভয়ে বিএনপি দেশকে অস্থিতিশীল করার ষড়যন্ত্র করছে। গতকাল দলীয় কার্যালয়ে সংবাদ সম্মেলনে তিনি এ কথা বলেন। তিনি বলেন, শিক্ষার্থীদের আন্দোলনকে পুঁজি করে একটি মহল ফায়দা লুটতে চাইছে। সরকার এ বিষয়ে সতর্ক রয়েছে। জনগণের জানমাল রক্ষায় আইনশৃঙ্খলা বাহিনী কাজ করছে।: [882, 215, 1092, 353]
article-body: টেকনাফ সীমান্তে মাদক চোরাচালানের বিরুদ্ধে অভিযান জোরদার করেছে বিজিবি। অভিযানে বিপুল পরিমাণ ইয়াবা উদ্ধার করা হয়েছে। এ সময় কয়েকজনকে আটক করা হয়। বিজিবি জানিয়েছে, সীমান্তে নজরদারি আরও বাড়ানো হয়েছে।: [661, 683, 870, 775]
article-body: বিস্তারিত বিবরণ অনুযায়ী স্থানীয় প্রশাসন ও সংশ্লিষ্ট কর্মকর্তারা বিষয়টি গুরুত্বের সঙ্গে দেখছেন। এলাকাবাসী দ্রুত সমাধানের দাবি জানিয়েছেন। প্রয়োজনীয় ব্যবস্থা গ্রহণের আশ্বাস দেওয়া হয়েছে এবং পরিস্থিতি পর্যবেক্ষণ করা হচ্ছে।: [1104, 1629, 1314, 1721]
classified-ad-code: সি: ৫১৫৬/২৪: [23, 1474, 206, 1491]
article-body: বিস্তারিত বিবরণ অনুযায়ী স্থানীয় প্রশাসন ও সংশ্লিষ্ট কর্মকর্তারা বিষয়টি গুরুত্বের সঙ্গে দেখছেন। এলাকাবাসী দ্রুত সমাধানের দাবি জানিয়েছেন। প্রয়োজনীয় ব্যবস্থা গ্রহণের আশ্বাস দেওয়া হয়েছে এবং পরিস্থিতি পর্যবেক্ষণ করা হচ্ছে।: [439, 1276, 648, 1368]
classified-ad-code: সি: ৫১৫৮/২৪: [23, 1422, 206, 1439]
article-body: প্রযুক্তিগত উন্নয়নের অংশ হিসেবে আইএফআইসি ব্যাংকের কার্যক্রম ১৮ জুলাই সাময়িকভাবে বন্ধ থাকবে। গ্রাহকদের সাময়িক অসুবিধার জন্য দুঃখ প্রকাশ করেছে কর্তৃপক্ষ। জরুরি প্রয়োজনে ডিজিটাল সেবা চালু থাকবে। বিজ্ঞপ্তি: [1104, 633, 1314, 724]
article-obituary: [1104, 180, 1314, 569]
article-body: বিস্তারিত বিবরণ অনুযায়ী স্থানীয় প্রশাসন ও সংশ্লিষ্ট কর্মকর্তারা বিষয়টি গুরুত্বের সঙ্গে দেখছেন। এলাকাবাসী দ্রুত সমাধানের দাবি জানিয়েছেন। প্রয়োজনীয় ব্যবস্থা গ্রহণের আশ্বাস দেওয়া হয়েছে এবং পরিস্থিতি পর্যবেক্ষণ করা হচ্ছে।: [1326, 2345, 1489, 2452]
classified-ad-code: সি: ৫১৫৯/২৪: [23, 1370, 206, 1388]
classified-ad-code: সি: ৫১৫১/২৪: [23, 624, 206, 641]
article-body: বিস্তারিত বিবরণ অনুযায়ী স্থানীয় প্রশাসন ও সংশ্লিষ্ট কর্মকর্তারা বিষয়টি গুরুত্বের সঙ্গে দেখছেন। এলাকাবাসী দ্রুত সমাধানের দাবি জানিয়েছেন। প্রয়োজনীয় ব্যবস্থা গ্রহণের আশ্বাস দেওয়া হয়েছে এবং পরিস্থিতি পর্যবেক্ষণ করা হচ্ছে।: [1326, 294, 1489, 402]
article-headline: টেকনাফ সীমান্তে: [712, 656, 819, 676]
classified-ad-text: জমি বিক্রয় : নবীনগর সাভারে রাস্তার পাশে ১০ শতাংশ জমি বিক্রয় হবে।: [23, 1082, 206, 1108]
article-body: বিদ্যুৎ, জ্বালানি ও খনিজ সম্পদ প্রতিমন্ত্রী নসরুল হামিদ বলেছেন, জাতীয় পর্যায়ে বিদ্যুৎ খাতে নিরবচ্ছিন্ন ও সাশ্রয়ী মূল্যে বিদ্যুৎ গ্রাহকদের অন্যতম চাহিদা। গতকাল রাজধানীতে গ্রাহক সেবা বিষয়ক এক অনুষ্ঠানে তিনি এ কথা বলেন। তিনি বলেন, গ্রাহক সন্তুষ্টি নিশ্চিত করতে বিতরণ কোম্পানিগুলোকে আরও দক্ষ হতে হবে। প্রিপেইড মিটার স্থাপন কার্যক্রম আরও গতিশীল করা হবে। দেশের সব এলাকায় মানসম্মত বিদ্যুৎ পৌঁছে দিতে সরকার কাজ করছে।: [217, 337, 426, 507]
classified-ad-text: আবশ্যক : মহিলা হোস্টেলের জন্য সুপারভাইজার, দারোয়ান, রান্নার বুয়া আবশ্যক।: [23, 698, 206, 738]
article-headline: ছাত্রীকে যৌন নিপীড়নে: [1120, 1744, 1298, 1768]
classified-ad-text: আবশ্যক : ঢাকা ক্যান্টনমেন্ট মাটিকাটা বাড়ীর জন্য রান্নার কাজে অভিজ্ঞ মহিলা আবশ্যক। যোগাযোগ করুন।: [23, 213, 206, 253]
article-body: বিস্তারিত বিবরণ অনুযায়ী স্থানীয় প্রশাসন ও সংশ্লিষ্ট কর্মকর্তারা বিষয়টি গুরুত্বের সঙ্গে দেখছেন। এলাকাবাসী দ্রুত সমাধানের দাবি জানিয়েছেন। প্রয়োজনীয় ব্যবস্থা গ্রহণের আশ্বাস দেওয়া হয়েছে এবং পরিস্থিতি পর্যবেক্ষণ করা হচ্ছে।: [1104, 1187, 1314, 1280]
classified-ad-code: সি: ৫১৫৩/২৪: [23, 428, 206, 445]
classified-ad-text: আবশ্যক : গ্রুপ অব কোম্পানির অফিসিয়াল কাজে ৩০ জন কর্মী আবশ্যক। বেতন আলোচনা সাপেক্ষে।: [23, 516, 206, 555]
article-body: আসামি ধরতে গিয়ে হামলার শিকার হয়েছেন পুলিশের কয়েকজন সদস্য। পরে অতিরিক্ত পুলিশ গিয়ে পরিস্থিতি নিয়ন্ত্রণে আনে।: [661, 1629, 870, 1675]
column-d: [882, 180, 1092, 2266]
article-body: বিস্তারিত বিবরণ অনুযায়ী স্থানীয় প্রশাসন ও সংশ্লিষ্ট কর্মকর্তারা বিষয়টি গুরুত্বের সঙ্গে দেখছেন। এলাকাবাসী দ্রুত সমাধানের দাবি জানিয়েছেন। প্রয়োজনীয় ব্যবস্থা গ্রহণের আশ্বাস দেওয়া হয়েছে এবং পরিস্থিতি পর্যবেক্ষণ করা হচ্ছে।: [217, 710, 426, 803]
classified-ad-text: নূরানী শিক্ষক আবশ্যক : মাদ্রাসার জন্য অভিজ্ঞ নূরানী শিক্ষক আবশ্যক। বেতন আলোচনা সাপেক্ষে।: [23, 279, 206, 319]
article-body: সড়ক দুর্ঘটনায় শিশুসহ ছয়জনের মৃত্যু হয়েছে। দ্রুতগতির বাস নিয়ন্ত্রণ হারিয়ে সিএনজিকে ধাক্কা দিলে এ দুর্ঘটনা ঘটে।: [661, 1436, 870, 1481]
article-body: বিস্তারিত বিবরণ অনুযায়ী স্থানীয় প্রশাসন ও সংশ্লিষ্ট কর্মকর্তারা বিষয়টি গুরুত্বের সঙ্গে দেখছেন। এলাকাবাসী দ্রুত সমাধানের দাবি জানিয়েছেন। প্রয়োজনীয় ব্যবস্থা গ্রহণের আশ্বাস দেওয়া হয়েছে এবং পরিস্থিতি পর্যবেক্ষণ করা হচ্ছে।: [882, 1494, 1092, 1585]
article-goat-clash: [661, 992, 870, 1190]
article-headline: অধ্যক্ষ মুহাম্মদ নাঈম উদ্দীনের ২৩তম মৃত্যুবার্ষিকী আজ: [1131, 180, 1286, 249]
article-bush-baby: [661, 1201, 870, 1398]
article-headline: ঝোপে ফেলে রাখা: [706, 1200, 825, 1219]
column-rule: [655, 180, 656, 2266]
portrait-photo: [1197, 256, 1314, 399]
article-headline: সাশ্রয়ী মূল্যে নিরবচ্ছিন্ন বিদ্যুৎ গ্রাহকদের অন্যতম চাহিদা: [238, 180, 406, 291]
classified-ad-text: আবশ্যক : প্রতিষ্ঠিত কোম্পানির জন্য অভিজ্ঞ অফিস সহকারী আবশ্যক। অবসরপ্রাপ্তরাও আবেদন করতে পারবেন।: [23, 451, 206, 490]
article-body: বিস্তারিত বিবরণ অনুযায়ী স্থানীয় প্রশাসন ও সংশ্লিষ্ট কর্মকর্তারা বিষয়টি গুরুত্বের সঙ্গে দেখছেন। এলাকাবাসী দ্রুত সমাধানের দাবি জানিয়েছেন। প্রয়োজনীয় ব্যবস্থা গ্রহণের আশ্বাস দেওয়া হয়েছে এবং পরিস্থিতি পর্যবেক্ষণ করা হচ্ছে।: [882, 1887, 1092, 1979]
column-a: [217, 180, 426, 2266]
classified-ad-text: প্লট বিক্রয় : পূর্বাচল ৩০০ ফুট সংলগ্ন বসবাস উপযোগী প্লট বিক্রয়।: [23, 1185, 206, 1211]
article-trump: [882, 1231, 1092, 2089]
brand-logo: [1070, 71, 1489, 164]
article-body: বিস্তারিত বিবরণ অনুযায়ী স্থানীয় প্রশাসন ও সংশ্লিষ্ট কর্মকর্তারা বিষয়টি গুরুত্বের সঙ্গে দেখছেন। এলাকাবাসী দ্রুত সমাধানের দাবি জানিয়েছেন। প্রয়োজনীয় ব্যবস্থা গ্রহণের আশ্বাস দেওয়া হয়েছে এবং পরিস্থিতি পর্যবেক্ষণ করা হচ্ছে।: [439, 686, 648, 778]
article-body: বিস্তারিত বিবরণ অনুযায়ী স্থানীয় প্রশাসন ও সংশ্লিষ্ট কর্মকর্তারা বিষয়টি গুরুত্বের সঙ্গে দেখছেন। এলাকাবাসী দ্রুত সমাধানের দাবি জানিয়েছেন। প্রয়োজনীয় ব্যবস্থা গ্রহণের আশ্বাস দেওয়া হয়েছে এবং পরিস্থিতি পর্যবেক্ষণ করা হচ্ছে।: [882, 1690, 1092, 1782]
classifieds-jobs-list: [23, 213, 206, 889]
article-headline: আসামি ধরতে গিয়ে: [701, 1602, 830, 1622]
classified-ad-text: প্লট বিক্রয় : আমিন হাউজিং এ প্লট বিক্রয়।: [23, 1495, 190, 1508]
article-body: বিস্তারিত বিবরণ অনুযায়ী স্থানীয় প্রশাসন ও সংশ্লিষ্ট কর্মকর্তারা বিষয়টি গুরুত্বের সঙ্গে দেখছেন। এলাকাবাসী দ্রুত সমাধানের দাবি জানিয়েছেন। প্রয়োজনীয় ব্যবস্থা গ্রহণের আশ্বাস দেওয়া হয়েছে এবং পরিস্থিতি পর্যবেক্ষণ করা হচ্ছে।: [217, 1592, 426, 1684]
classified-ad-text: প্লট বিক্রয় : রাজউক পূর্বাচল নিউ টাউন প্রকল্পে প্লট বিক্রয়।: [23, 1289, 206, 1315]
article-body: বিস্তারিত বিবরণ অনুযায়ী স্থানীয় প্রশাসন ও সংশ্লিষ্ট কর্মকর্তারা বিষয়টি গুরুত্বের সঙ্গে দেখছেন। এলাকাবাসী দ্রুত সমাধানের দাবি জানিয়েছেন। প্রয়োজনীয় ব্যবস্থা গ্রহণের আশ্বাস দেওয়া হয়েছে এবং পরিস্থিতি পর্যবেক্ষণ করা হচ্ছে।: [217, 1151, 426, 1243]
portrait-icon: [1198, 257, 1313, 399]
classified-ad-text: আবশ্যক : কোম্পানিতে কিস্তি আদায় ও মার্কেটিং কাজে কর্মী আবশ্যক। যোগাযোগ করুন।: [23, 581, 206, 620]
classified-ad-code: সি: ৫১৪৭/২৪: [23, 1564, 206, 1581]
article-body: বিস্তারিত বিবরণ অনুযায়ী স্থানীয় প্রশাসন ও সংশ্লিষ্ট কর্মকর্তারা বিষয়টি গুরুত্বের সঙ্গে দেখছেন। এলাকাবাসী দ্রুত সমাধানের দাবি জানিয়েছেন। প্রয়োজনীয় ব্যবস্থা গ্রহণের আশ্বাস দেওয়া হয়েছে এবং পরিস্থিতি পর্যবেক্ষণ করা হচ্ছে।: [217, 612, 426, 704]
article-body: বিস্তারিত বিবরণ অনুযায়ী স্থানীয় প্রশাসন ও সংশ্লিষ্ট কর্মকর্তারা বিষয়টি গুরুত্বের সঙ্গে দেখছেন। এলাকাবাসী দ্রুত সমাধানের দাবি জানিয়েছেন। প্রয়োজনীয় ব্যবস্থা গ্রহণের আশ্বাস দেওয়া হয়েছে এবং পরিস্থিতি পর্যবেক্ষণ করা হচ্ছে।: [882, 1592, 1092, 1684]
classifieds-column: [23, 180, 206, 2266]
classified-ad-code: সি: ৫১৪৫/২৪: [23, 1112, 206, 1129]
article-body: লিবিয়ায় বন্দি বাংলাদেশিদের দেশে ফিরিয়ে আনতে উদ্যোগ নেওয়ার দাবি জানিয়েছে তাদের পরিবার। স্বজনরা জানান, দালালের মাধ্যমে ইউরোপ যাওয়ার পথে তারা আটক হন। মুক্তিপণের দাবিতে তাদের ওপর নির্যাতন চালানো হচ্ছে বলে অভিযোগ করা হয়েছে।: [217, 1395, 426, 1487]
article-400-crore: [439, 1490, 648, 2333]
article-body: বিস্তারিত বিবরণ অনুযায়ী স্থানীয় প্রশাসন ও সংশ্লিষ্ট কর্মকর্তারা বিষয়টি গুরুত্বের সঙ্গে দেখছেন। এলাকাবাসী দ্রুত সমাধানের দাবি জানিয়েছেন। প্রয়োজনীয় ব্যবস্থা গ্রহণের আশ্বাস দেওয়া হয়েছে এবং পরিস্থিতি পর্যবেক্ষণ করা হচ্ছে।: [1104, 944, 1314, 1035]
brand-name: বাংলাদেশ প্রতিদিন: [1091, 99, 1489, 164]
article-headline: জোড়া খুনে ছয়জনের: [1125, 1516, 1293, 1539]
article-body: বিস্তারিত বিবরণ অনুযায়ী স্থানীয় প্রশাসন ও সংশ্লিষ্ট কর্মকর্তারা বিষয়টি গুরুত্বের সঙ্গে দেখছেন। এলাকাবাসী দ্রুত সমাধানের দাবি জানিয়েছেন। প্রয়োজনীয় ব্যবস্থা গ্রহণের আশ্বাস দেওয়া হয়েছে এবং পরিস্থিতি পর্যবেক্ষণ করা হচ্ছে।: [439, 391, 648, 482]
article-headline: রাজাকারের চেতনা: [678, 180, 852, 207]
article-body: ছাগলে ফসল খাওয়াকে কেন্দ্র করে দুপক্ষের সংঘর্ষে অন্তত ১০ জন আহত হয়েছেন। আহতদের স্থানীয় হাসপাতালে ভর্তি করা হয়েছে।: [661, 1018, 870, 1079]
column-rule: [1320, 180, 1321, 2266]
classified-ad-code: সি: ৫১৬৮/২৪: [23, 957, 206, 974]
article-fear-of-power: [882, 180, 1092, 661]
classifieds-sale-list: [23, 927, 206, 1632]
article-body: বিস্তারিত বিবরণ অনুযায়ী স্থানীয় প্রশাসন ও সংশ্লিষ্ট কর্মকর্তারা বিষয়টি গুরুত্বের সঙ্গে দেখছেন। এলাকাবাসী দ্রুত সমাধানের দাবি জানিয়েছেন। প্রয়োজনীয় ব্যবস্থা গ্রহণের আশ্বাস দেওয়া হয়েছে এবং পরিস্থিতি পর্যবেক্ষণ করা হচ্ছে।: [439, 2130, 648, 2222]
article-body: বিস্তারিত বিবরণ অনুযায়ী স্থানীয় প্রশাসন ও সংশ্লিষ্ট কর্মকর্তারা বিষয়টি গুরুত্বের সঙ্গে দেখছেন। এলাকাবাসী দ্রুত সমাধানের দাবি জানিয়েছেন। প্রয়োজনীয় ব্যবস্থা গ্রহণের আশ্বাস দেওয়া হয়েছে এবং পরিস্থিতি পর্যবেক্ষণ করা হচ্ছে।: [217, 1052, 426, 1145]
article-body: বিস্তারিত বিবরণ অনুযায়ী স্থানীয় প্রশাসন ও সংশ্লিষ্ট কর্মকর্তারা বিষয়টি গুরুত্বের সঙ্গে দেখছেন। এলাকাবাসী দ্রুত সমাধানের দাবি জানিয়েছেন। প্রয়োজনীয় ব্যবস্থা গ্রহণের আশ্বাস দেওয়া হয়েছে এবং পরিস্থিতি পর্যবেক্ষণ করা হচ্ছে।: [439, 1639, 648, 1730]
